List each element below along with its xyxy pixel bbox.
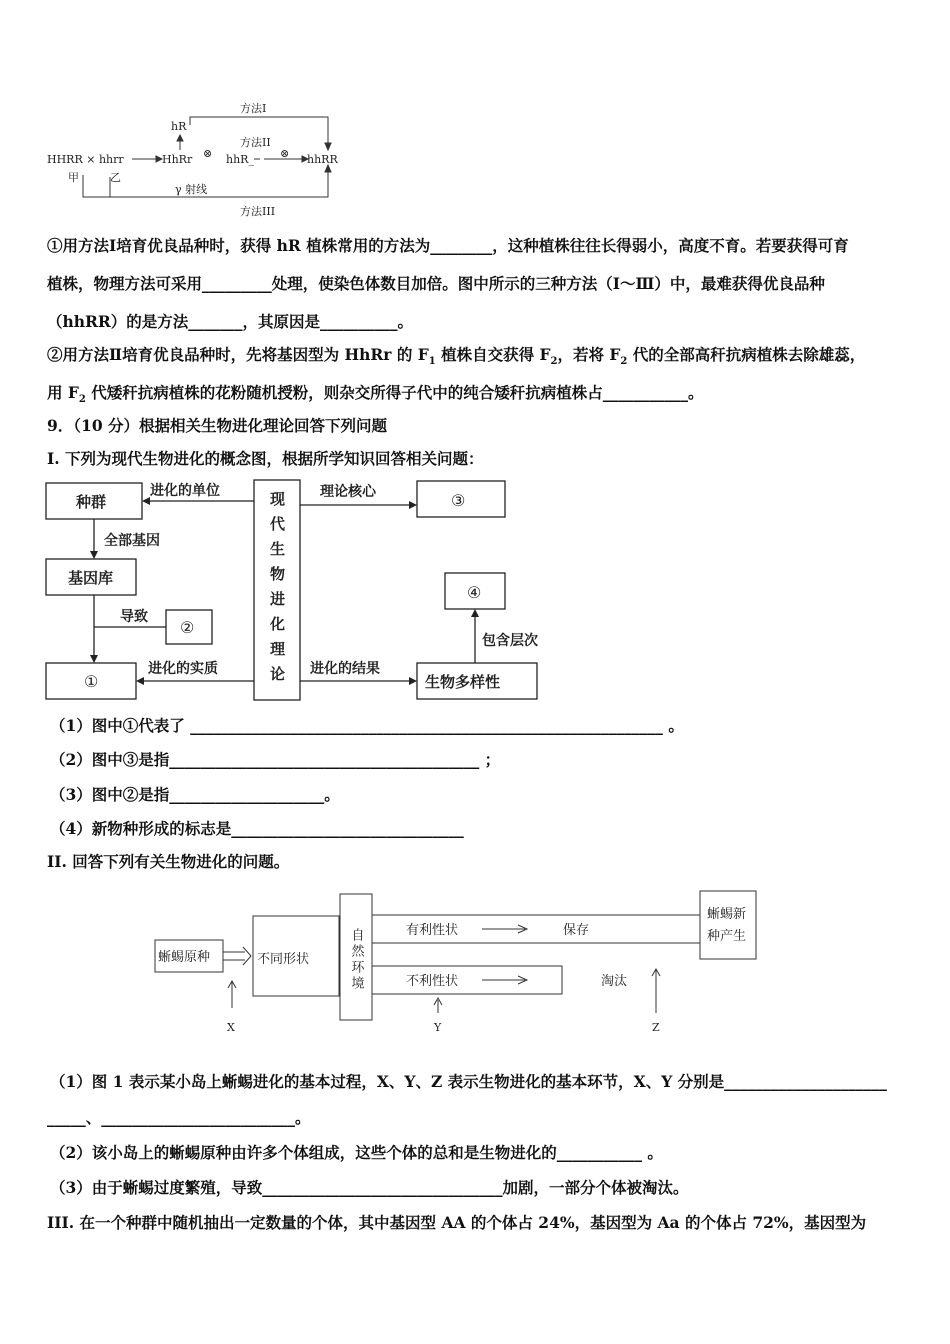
q8-line-5-a: 用 F [47,383,79,402]
new-species-text-line-2: 种产生 [707,929,747,944]
y-label: Y [434,1021,442,1034]
eliminate-label: 淘汰 [601,974,628,989]
part1-q4: （4）新物种形成的标志是______________________________ [50,819,464,838]
blank-4-box: ④ [467,583,482,602]
z-label: Z [652,1021,660,1034]
part1-q1: （1）图中①代表了 _____________________________________________________________ 。 [50,716,684,735]
preserve-label: 保存 [563,923,590,938]
part2-q3: （3）由于蜥蜴过度繁殖，导致_______________________________加剧，一部分个体被淘汰。 [50,1178,689,1197]
blank-2-box: ② [180,618,195,637]
q9-heading: 9．（10 分）根据相关生物进化理论回答下列问题 [47,416,388,435]
q8-line-4-b: 植株自交获得 F [435,345,551,364]
q8-line-5 [47,383,704,406]
part1-q3: （3）图中②是指____________________。 [50,785,340,804]
biodiversity-box: 生物多样性 [425,673,501,691]
population-box: 种群 [76,493,107,511]
subscript-2: 2 [550,356,558,368]
essence-label: 进化的实质 [148,661,218,677]
blank-1-box: ① [84,672,99,691]
original-species-box: 蜥蜴原种 [158,950,211,965]
q8-line-4 [47,345,866,368]
favorable-traits-label: 有利性状 [406,923,459,938]
subscript-3: 2 [620,356,628,368]
hhrr-label: HhRr [162,153,193,166]
subscript-1: 1 [428,356,436,368]
part2-q1-b: _____、_________________________。 [47,1108,311,1127]
q9-part-1: I. 下列为现代生物进化的概念图，根据所学知识回答相关问题： [47,449,484,468]
leads-label: 导致 [120,609,148,625]
new-species-text: 蜥蜴新 [707,907,747,922]
subscript-4: 2 [78,394,86,406]
target-hhrr-label: hhRR [307,153,338,166]
result-label: 进化的结果 [310,661,380,677]
q8-line-5-b: 代矮秆抗病植株的花粉随机授粉，则杂交所得子代中的纯合矮秆抗病植株占___________。 [85,383,704,402]
core-label: 理论核心 [320,484,376,500]
q8-line-4-a: ②用方法Ⅱ培育优良品种时，先将基因型为 HhRr 的 F [47,345,429,364]
nature-box: 自然环境 [348,928,364,992]
yi-label: 乙 [110,171,121,184]
q8-line-4-c: ，若将 F [557,345,621,364]
q9-part-2: II. 回答下列有关生物进化的问题。 [47,852,290,871]
parents-label: HHRR × hhrr [47,153,124,166]
center-theory-box: 现代生物进化理论 [268,491,286,691]
new-species-box [707,906,750,944]
breeding-diagram [40,95,360,225]
method-3-label: 方法III [240,205,276,218]
q9-part-3: III. 在一个种群中随机抽出一定数量的个体，其中基因型 AA 的个体占 24%，基因型为 Aa 的个体占 72%，基因型为 [47,1213,867,1232]
method-2-label: 方法II [240,136,271,149]
unfavorable-traits-label: 不利性状 [406,974,459,989]
q8-line-1: ①用方法Ⅰ培育优良品种时，获得 hR 植株常用的方法为________，这种植株往往长得弱小，高度不育。若要获得可育 [47,236,849,255]
gene-pool-box: 基因库 [68,569,114,587]
levels-label: 包含层次 [482,633,538,649]
hhr-intermediate-label: hhR_ [226,153,254,166]
gamma-ray-label: γ 射线 [175,183,208,196]
lizard-evolution-diagram [150,888,770,1048]
q8-line-3: （hhRR）的是方法_______，其原因是__________。 [47,312,414,331]
x-label: X [227,1021,235,1034]
blank-3-box: ③ [451,491,466,510]
concept-map [40,475,538,707]
unit-label: 进化的单位 [150,483,220,499]
cross-2-symbol: ⊗ [280,147,290,160]
cross-1-symbol: ⊗ [203,147,213,160]
different-traits-box: 不同形状 [257,952,310,967]
q8-line-2: 植株，物理方法可采用_________处理，使染色体数目加倍。图中所示的三种方法（Ⅰ～Ⅲ）中，最难获得优良品种 [47,274,825,293]
part1-q2: （2）图中③是指________________________________________ ； [50,750,501,769]
method-1-label: 方法I [240,102,267,115]
hr-label: hR [171,120,187,133]
all-genes-label: 全部基因 [104,533,160,549]
jia-label: 甲 [68,171,79,184]
part2-q1-a: （1）图 1 表示某小岛上蜥蜴进化的基本过程，X、Y、Z 表示生物进化的基本环节，X、Y 分别是_____________________ [50,1072,887,1091]
part2-q2: （2）该小岛上的蜥蜴原种由许多个体组成，这些个体的总和是生物进化的___________ 。 [50,1143,663,1162]
q8-line-4-d: 代的全部高秆抗病植株去除雄蕊， [627,345,866,364]
